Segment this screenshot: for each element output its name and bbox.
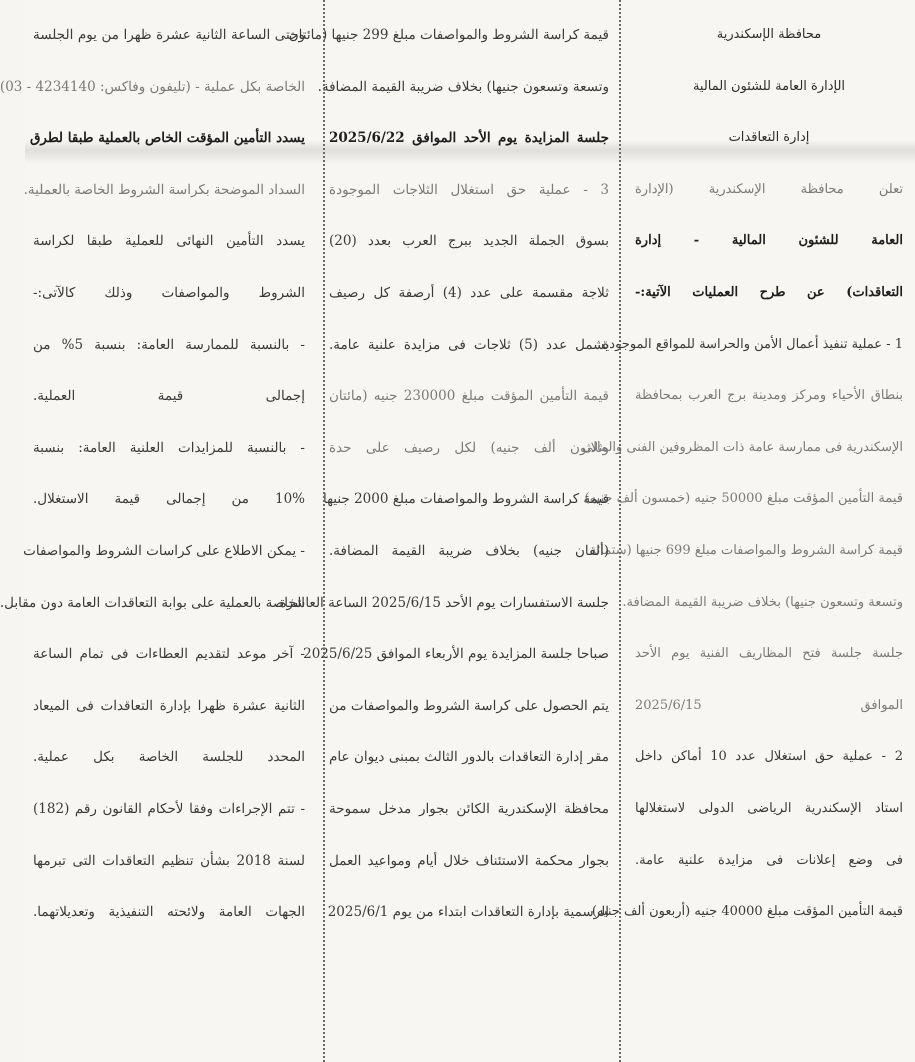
text-line: الخاصة بالعملية على بوابة التعاقدات العامة دون مقابل. <box>0 594 305 611</box>
text-line: يسدد التأمين المؤقت الخاص بالعملية طبقا لطرق <box>29 130 305 147</box>
middle-column <box>279 0 617 1062</box>
text-line: جلسة الاستفسارات يوم الأحد 2025/6/15 الساعة العاشرة <box>279 594 609 611</box>
left-column <box>0 0 311 1062</box>
text-line: الشروط والمواصفات وذلك كالآتى:- <box>33 284 305 301</box>
text-line: يشمل عدد (5) ثلاجات فى مزايدة علنية عامة. <box>329 336 609 353</box>
text-line: لسنة 2018 بشأن تنظيم التعاقدات التى تبرمها <box>33 852 305 869</box>
text-line: إجمالى قيمة العملية. <box>33 388 305 405</box>
text-line: 1 - عملية تنفيذ أعمال الأمن والحراسة للمواقع الموجودة <box>602 336 903 352</box>
text-line: - بالنسبة للمزايدات العلنية العامة: بنسبة <box>33 439 305 456</box>
text-line: جلسة المزايدة يوم الأحد الموافق 2025/6/22 <box>329 130 609 147</box>
text-line: السداد الموضحة بكراسة الشروط الخاصة بالعملية. <box>23 181 305 198</box>
text-line: 3 - عملية حق استغلال الثلاجات الموجودة <box>329 181 609 198</box>
text-line: قيمة كراسة الشروط والمواصفات مبلغ 299 جنيها (مائتان <box>288 27 609 43</box>
column-divider <box>323 0 325 1062</box>
text-line: صباحا جلسة المزايدة يوم الأربعاء الموافق 2025/6/25 <box>303 646 609 663</box>
text-line: - بالنسبة للممارسة العامة: بنسبة 5% من <box>33 336 305 353</box>
text-line: وثلاثون ألف جنيه) لكل رصيف على حدة <box>329 439 609 456</box>
text-line: الموافق 2025/6/15 <box>635 697 903 713</box>
text-line: الخاصة بكل عملية - (تليفون وفاكس: 4234140 - 03) <box>0 78 305 95</box>
text-line: - تتم الإجراءات وفقا لأحكام القانون رقم (182) <box>33 800 305 817</box>
text-line: فى وضع إعلانات فى مزايدة علنية عامة. <box>635 852 903 868</box>
text-line: يسدد التأمين النهائى للعملية طبقا لكراسة <box>33 233 305 250</box>
text-line: (ألفان جنيه) بخلاف ضريبة القيمة المضافة. <box>329 542 609 559</box>
column-divider <box>619 0 621 1062</box>
text-line: ثلاجة مقسمة على عدد (4) أرصفة كل رصيف <box>329 284 609 301</box>
text-line: الجهات العامة ولائحته التنفيذية وتعديلاتهما. <box>33 904 305 921</box>
text-line: وحتى الساعة الثانية عشرة ظهرا من يوم الجلسة <box>33 27 305 43</box>
text-line: محافظة الإسكندرية الكائن بجوار مدخل سموحة <box>329 800 609 817</box>
text-line: قيمة التأمين المؤقت مبلغ 40000 جنيه (أربعون ألف جنيه) <box>591 904 903 920</box>
text-line: تعلن محافظة الإسكندرية (الإدارة <box>635 181 903 197</box>
text-line: بنطاق الأحياء ومركز ومدينة برج العرب بمحافظة <box>635 388 903 404</box>
right-column <box>582 0 915 1062</box>
text-line: قيمة كراسة الشروط والمواصفات مبلغ 2000 جنيها <box>322 491 609 508</box>
text-line: وتسعة وتسعون جنيها) بخلاف ضريبة القيمة المضافة. <box>622 594 903 610</box>
text-line: المحدد للجلسة الخاصة بكل عملية. <box>33 749 305 766</box>
text-line: وتسعة وتسعون جنيها) بخلاف ضريبة القيمة المضافة. <box>317 78 609 95</box>
text-line: بجوار محكمة الاستئناف خلال أيام ومواعيد العمل <box>329 852 609 869</box>
text-line: قيمة التأمين المؤقت مبلغ 50000 جنيه (خمسون ألف جنيه) <box>584 491 903 507</box>
text-line: جلسة جلسة فتح المظاريف الفنية يوم الأحد <box>635 646 903 662</box>
heading-line: محافظة الإسكندرية <box>716 27 822 42</box>
text-line: استاد الإسكندرية الرياضى الدولى لاستغلالها <box>635 800 903 816</box>
heading-line: إدارة التعاقدات <box>728 130 810 146</box>
text-line: - يمكن الاطلاع على كراسات الشروط والمواصفات <box>23 542 305 559</box>
text-line: الإسكندرية فى ممارسة عامة ذات المظروفين الفنى والمالى <box>582 439 903 455</box>
text-line: مقر إدارة التعاقدات بالدور الثالث بمبنى ديوان عام <box>329 749 609 766</box>
text-line: قيمة كراسة الشروط والمواصفات مبلغ 699 جنيها (ستمائة <box>589 542 903 558</box>
text-line: التعاقدات) عن طرح العمليات الآتية:- <box>635 284 903 300</box>
heading-line: الإدارة العامة للشئون المالية <box>692 78 846 94</box>
text-line: العامة للشئون المالية - إدارة <box>635 233 903 249</box>
text-line: الرسمية بإدارة التعاقدات ابتداء من يوم 2025/6/1 <box>327 904 609 921</box>
text-line: بسوق الجملة الجديد ببرج العرب بعدد (20) <box>329 233 609 250</box>
text-line: 2 - عملية حق استغلال عدد 10 أماكن داخل <box>635 749 903 765</box>
text-line: يتم الحصول على كراسة الشروط والمواصفات من <box>329 697 609 714</box>
text-line: قيمة التأمين المؤقت مبلغ 230000 جنيه (مائتان <box>329 388 609 405</box>
text-line: الثانية عشرة ظهرا بإدارة التعاقدات فى الميعاد <box>33 697 305 714</box>
text-line: 10% من إجمالى قيمة الاستغلال. <box>33 491 305 508</box>
text-line: - آخر موعد لتقديم العطاءات فى تمام الساعة <box>33 646 305 663</box>
